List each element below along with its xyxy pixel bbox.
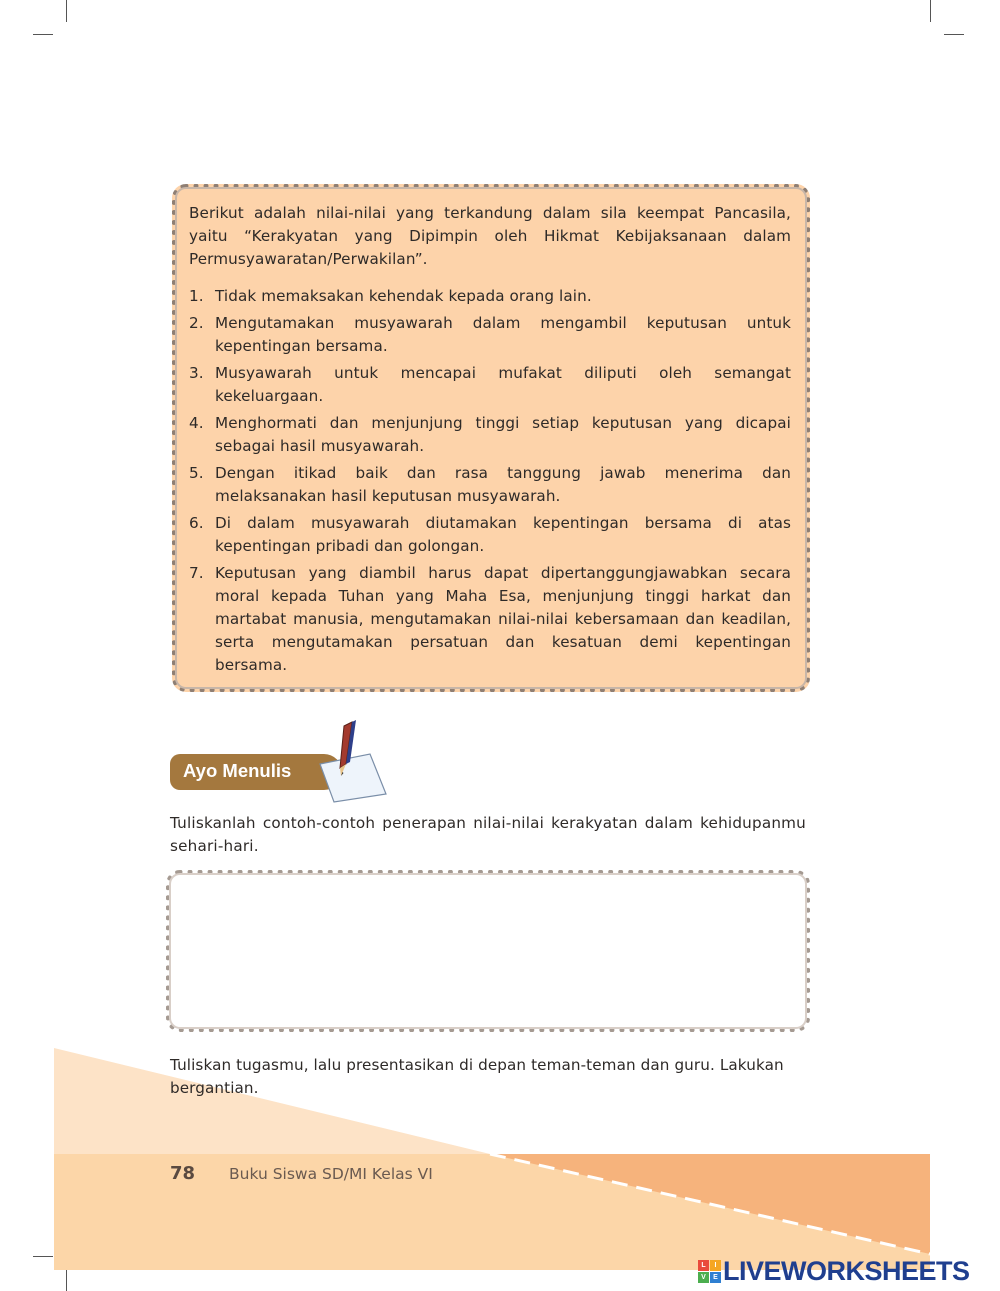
logo-text: LIVEWORKSHEETS [723,1255,970,1286]
values-list [189,285,791,677]
list-item: 1. Tidak memaksakan kehendak kepada orang lain. [189,287,592,305]
list-item: 2. Mengutamakan musyawarah dalam mengambil keputusan untuk kepentingan bersama. [189,314,791,355]
book-title: Buku Siswa SD/MI Kelas VI [229,1165,433,1183]
task-text: Tuliskan tugasmu, lalu presentasikan di depan teman-teman dan guru. Lakukan bergantian. [170,1056,784,1097]
info-intro: Berikut adalah nilai-nilai yang terkandung dalam sila keempat Pancasila, yaitu “Kerakyatan yang Dipimpin oleh Hikmat Kebijaksanaan dalam Permusyawaratan/Perwakilan”. [189,204,791,268]
list-item: 6. Di dalam musyawarah diutamakan kepentingan bersama di atas kepentingan pribadi dan golongan. [189,514,791,555]
answer-box[interactable] [166,870,810,1032]
logo-squares: L I V E [698,1260,721,1283]
pencil-paper-icon [300,716,390,806]
section-instruction: Tuliskanlah contoh-contoh penerapan nilai-nilai kerakyatan dalam kehidupanmu sehari-hari. [170,814,806,855]
list-item: 4. Menghormati dan menjunjung tinggi setiap keputusan yang dicapai sebagai hasil musyawarah. [189,414,791,455]
page-number: 78 [170,1163,196,1184]
section-title: Ayo Menulis [183,760,292,781]
liveworksheets-logo [698,1256,970,1286]
list-item: 3. Musyawarah untuk mencapai mufakat diliputi oleh semangat kekeluargaan. [189,364,791,405]
list-item: 5. Dengan itikad baik dan rasa tanggung jawab menerima dan melaksanakan hasil keputusan musyawarah. [189,464,791,505]
values-info-box [172,184,810,692]
list-item: 7. Keputusan yang diambil harus dapat dipertanggungjawabkan secara moral kepada Tuhan yang Maha Esa, menjunjung tinggi harkat dan martabat manusia, mengutamakan nilai-nilai kebersamaan dan keadilan, serta mengutamakan persatuan dan kesatuan demi kepentingan bersama. [189,564,791,674]
